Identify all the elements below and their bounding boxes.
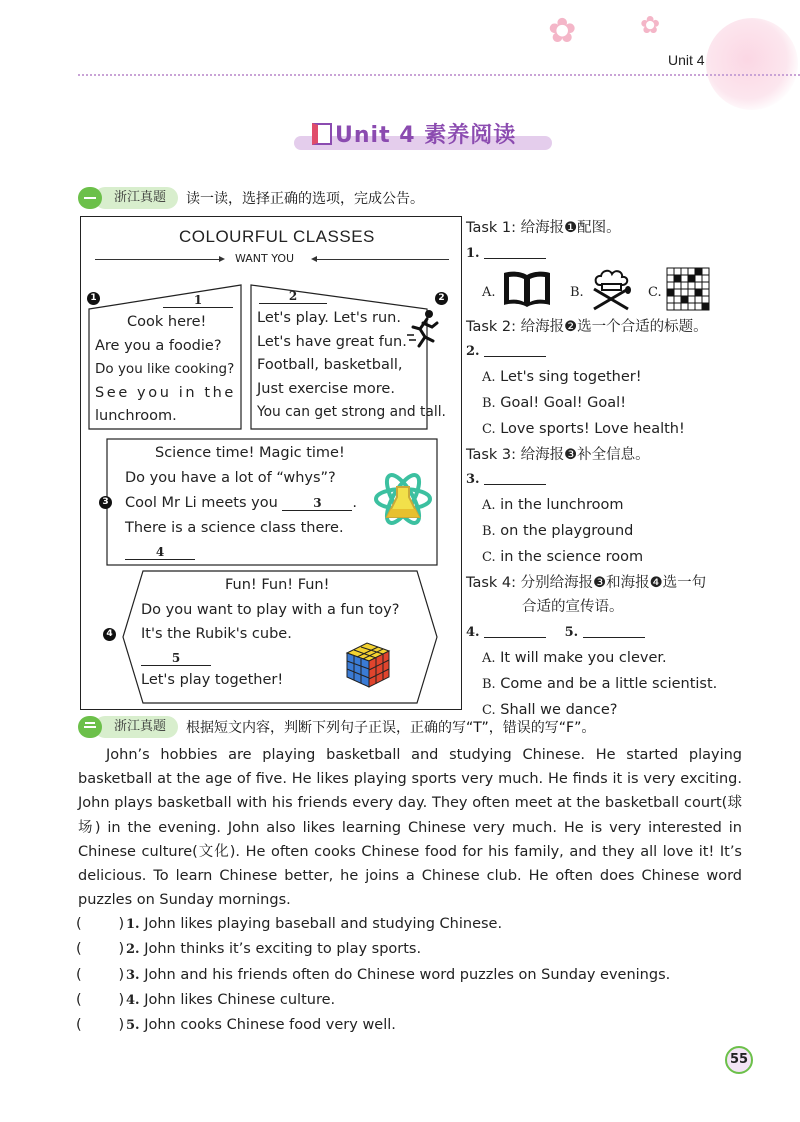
running-person-icon [407, 309, 441, 349]
option-key: A. [482, 284, 496, 300]
task-list [466, 216, 786, 723]
answer-parentheses[interactable]: ( ) [76, 916, 125, 932]
card-2-line: Let's play. Let's run. [257, 310, 401, 326]
poster [80, 216, 462, 710]
page-title [312, 118, 516, 149]
card-2-line: Just exercise more. [257, 380, 395, 397]
task-3-instruction: Task 3: 给海报❸补全信息。 [466, 446, 650, 463]
card-3: Science time! Magic time! Do you have a lot of “whys”? Cool Mr Li meets you 3 . There is a science class there. 4 [125, 442, 385, 563]
card-3-number: 3 [99, 496, 112, 509]
option[interactable]: C. Shall we dance? [482, 701, 618, 718]
statement-row: ( ) 4. John likes Chinese culture. [76, 988, 756, 1013]
poster-subtitle: WANT YOU [235, 252, 295, 265]
page-number: 55 [725, 1046, 753, 1074]
open-book-icon[interactable] [500, 269, 554, 311]
answer-blank-4[interactable] [484, 622, 546, 638]
card-1-line: Cook here! [127, 314, 207, 330]
answer-blank-1[interactable] [484, 243, 546, 259]
answer-blank-2[interactable] [484, 341, 546, 357]
option[interactable]: A. It will make you clever. [482, 649, 667, 666]
book-icon [312, 123, 332, 145]
card-1 [95, 289, 239, 429]
question-number: 1. [466, 245, 480, 261]
crossword-icon[interactable] [666, 267, 710, 311]
card-4-line: Let's play together! [141, 671, 284, 688]
card-1-line: See you in the [95, 384, 236, 401]
card-3-line: There is a science class there. [125, 519, 344, 536]
task-4-instruction: Task 4: 分别给海报❸和海报❹选一句 [466, 574, 707, 591]
blank-3: 3 [282, 496, 352, 511]
card-1-line: lunchroom. [95, 408, 177, 424]
card-2 [257, 285, 453, 425]
poster-title: COLOURFUL CLASSES [179, 227, 375, 246]
option-key: C. [648, 284, 662, 300]
option-key: B. [570, 284, 584, 300]
section-1-instruction: 读一读，选择正确的选项，完成公告。 [186, 191, 425, 207]
answer-parentheses[interactable]: ( ) [76, 991, 125, 1008]
page-title-text: Unit 4 素养阅读 [335, 123, 517, 148]
section-1-badge: 浙江真题 [94, 187, 178, 209]
header-divider [78, 74, 800, 76]
option[interactable]: B. Goal! Goal! Goal! [482, 394, 627, 411]
section-1-header [78, 187, 424, 209]
card-3-line: Do you have a lot of “whys”? [125, 469, 336, 486]
statement-row: ( ) 1. John likes playing baseball and studying Chinese. [76, 912, 756, 937]
section-2-badge: 浙江真题 [94, 716, 178, 738]
card-4-number: 4 [103, 628, 116, 641]
statement-row: ( ) 3. John and his friends often do Chinese word puzzles on Sunday evenings. [76, 963, 756, 988]
option[interactable]: B. Come and be a little scientist. [482, 675, 718, 692]
task-1-instruction: Task 1: 给海报❶配图。 [466, 220, 621, 236]
task-1-options [466, 267, 786, 315]
chef-hat-utensils-icon[interactable] [588, 267, 634, 311]
option[interactable]: B. on the playground [482, 522, 634, 539]
question-number: 5. [564, 625, 579, 641]
card-2-line: Let's have great fun. [257, 333, 407, 350]
statement-row: ( ) 5. John cooks Chinese food very well. [76, 1013, 756, 1038]
option[interactable]: A. in the lunchroom [482, 497, 624, 514]
card-2-line: Football, basketball, [257, 357, 403, 373]
blank-2: 2 [259, 289, 327, 304]
question-number: 2. [466, 344, 480, 360]
card-1-line: Do you like cooking? [95, 361, 235, 377]
question-number: 4. [466, 625, 480, 641]
header-decoration [706, 18, 798, 110]
answer-parentheses[interactable]: ( ) [76, 1017, 125, 1034]
true-false-list [76, 912, 756, 1038]
card-3-line: Cool Mr Li meets you [125, 494, 278, 511]
answer-blank-5[interactable] [583, 622, 645, 638]
blank-1: 1 [163, 293, 233, 308]
card-4-line: Do you want to play with a fun toy? [141, 601, 400, 618]
card-1-line: Are you a foodie? [95, 337, 222, 354]
option[interactable]: C. Love sports! Love health! [482, 420, 685, 437]
option[interactable]: C. in the science room [482, 548, 644, 565]
answer-parentheses[interactable]: ( ) [76, 941, 125, 958]
rubiks-cube-icon [341, 637, 395, 691]
task-4-instruction-cont: 合适的宣传语。 [522, 599, 624, 616]
blank-5: 5 [141, 651, 211, 666]
reading-passage: John’s hobbies are playing basketball and studying Chinese. He started playing basketball at the age of five. He likes playing sports very much. He finds it is very exciting. John plays basketball with his friends every day. They often meet at the basketball court(球场) in the evening. John also likes learning Chinese very much. He is very interested in Chinese culture(文化). He often cooks Chinese food for his family, and they all love it! It’s delicious. To learn Chinese better, he joins a Chinese club. He often does Chinese word puzzles on Sunday mornings. [78, 747, 742, 909]
atom-flask-icon [373, 469, 433, 531]
answer-parentheses[interactable]: ( ) [76, 966, 125, 983]
task-2-instruction: Task 2: 给海报❷选一个合适的标题。 [466, 318, 708, 335]
card-1-number: 1 [87, 292, 100, 305]
unit-label: Unit 4 [668, 52, 705, 68]
card-2-number: 2 [435, 292, 448, 305]
question-number: 3. [466, 472, 480, 488]
option[interactable]: A. Let's sing together! [482, 369, 642, 386]
card-2-line: You can get strong and tall. [257, 404, 446, 420]
card-3-title: Science time! Magic time! [155, 445, 345, 461]
section-1-number-icon [78, 187, 102, 209]
section-2-number-icon [78, 716, 102, 738]
flower-icon: ✿ [548, 11, 577, 51]
card-4-line: It's the Rubik's cube. [141, 626, 292, 642]
card-4-title: Fun! Fun! Fun! [225, 577, 330, 593]
statement-row: ( ) 2. John thinks it’s exciting to play sports. [76, 937, 756, 962]
section-2-instruction: 根据短文内容，判断下列句子正误，正确的写“T”，错误的写“F”。 [186, 720, 596, 736]
flower-icon: ✿ [640, 11, 661, 39]
section-2-header [78, 716, 595, 738]
blank-4: 4 [125, 545, 195, 560]
answer-blank-3[interactable] [484, 469, 546, 485]
